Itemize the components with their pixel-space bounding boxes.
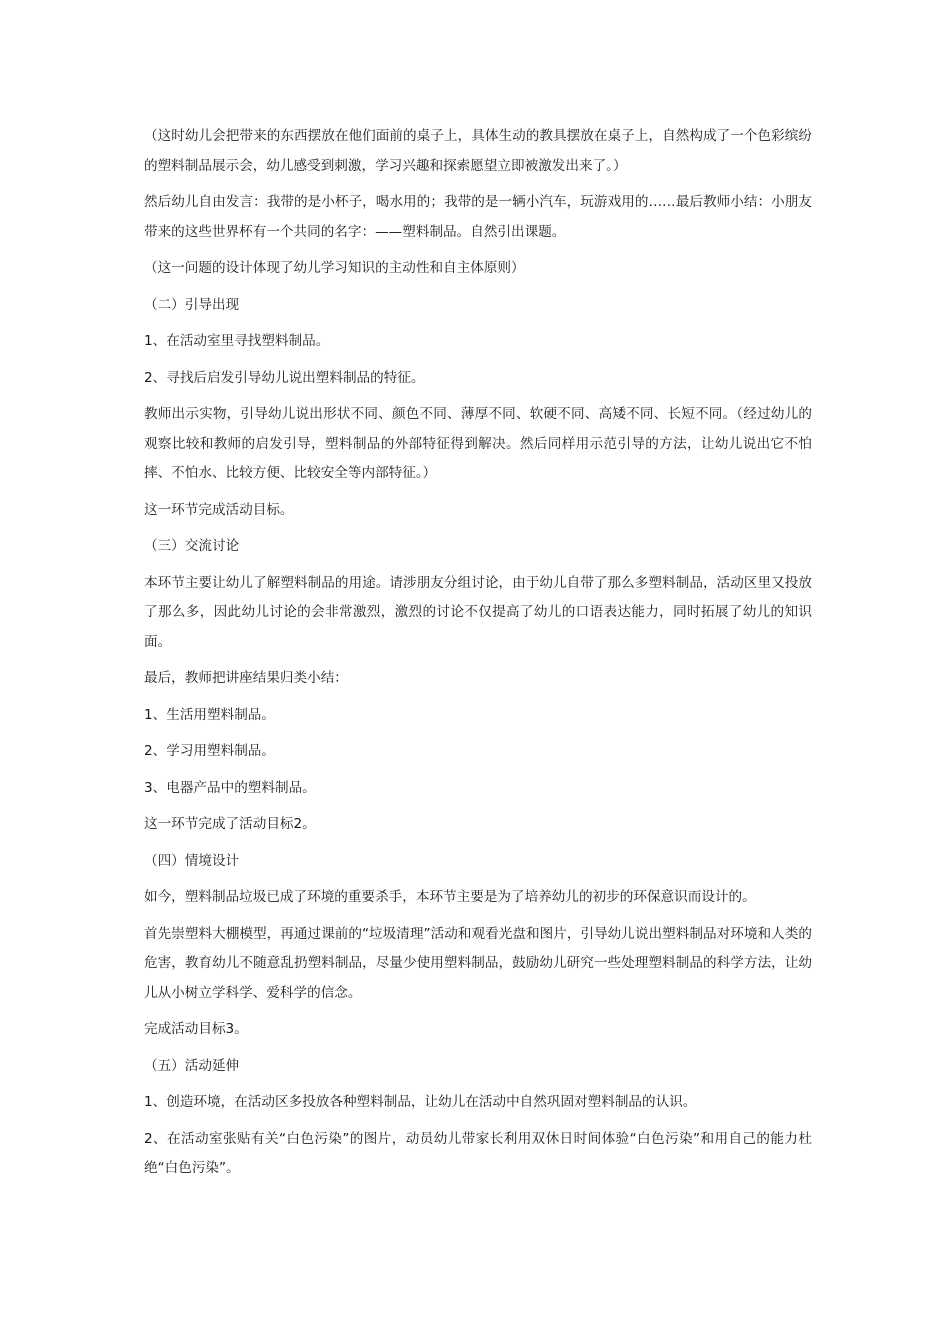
paragraph-design-note: （这一问题的设计体现了幼儿学习知识的主动性和自主体原则） — [144, 260, 525, 276]
list-item: 3、电器产品中的塑料制品。 — [144, 779, 316, 796]
list-item: 1、在活动室里寻找塑料制品。 — [144, 333, 330, 349]
section-heading-3: （三）交流讨论 — [144, 538, 240, 554]
list-item: 2、在活动室张贴有关“白色污染”的图片，动员幼儿带家长利用双休日时间体验“白色污染”和用自己的能力杜绝“白色污染”。 — [144, 1130, 812, 1176]
list-item: 2、寻找后启发引导幼儿说出塑料制品的特征。 — [144, 369, 425, 386]
section-heading-2: （二）引导出现 — [144, 296, 240, 313]
section-heading-4: （四）情境设计 — [144, 852, 240, 869]
section-heading-5: （五）活动延伸 — [144, 1057, 240, 1074]
paragraph-goal-2: 这一环节完成了活动目标2。 — [144, 816, 316, 832]
list-item: 1、创造环境，在活动区多投放各种塑料制品，让幼儿在活动中自然巩固对塑料制品的认识。 — [144, 1094, 697, 1110]
paragraph-summary-intro: 最后，教师把讲座结果归类小结： — [144, 670, 348, 686]
paragraph-greenhouse-model: 首先崇塑料大棚模型，再通过课前的“垃圾清理”活动和观看光盘和图片，引导幼儿说出塑料制品对环境和人类的危害，教育幼儿不随意乱扔塑料制品，尽量少使用塑料制品，鼓励幼儿研究一些处理塑料制品的科学方法，让幼儿从小树立学科学、爱科学的信念。 — [144, 925, 812, 1001]
paragraph-intro-note: （这时幼儿会把带来的东西摆放在他们面前的桌子上，具体生动的教具摆放在桌子上，自然构成了一个色彩缤纷的塑料制品展示会，幼儿感受到刺激，学习兴趣和探索愿望立即被激发出来了。） — [144, 128, 812, 174]
document-body — [144, 122, 812, 1191]
paragraph-goal-complete: 这一环节完成活动目标。 — [144, 501, 294, 518]
paragraph-free-speech: 然后幼儿自由发言：我带的是小杯子，喝水用的；我带的是一辆小汽车，玩游戏用的……最后教师小结：小朋友带来的这些世界杯有一个共同的名字：——塑料制品。自然引出课题。 — [144, 194, 812, 240]
paragraph-environment: 如今，塑料制品垃圾已成了环境的重要杀手，本环节主要是为了培养幼儿的初步的环保意识而设计的。 — [144, 889, 756, 905]
paragraph-discussion: 本环节主要让幼儿了解塑料制品的用途。请涉朋友分组讨论，由于幼儿自带了那么多塑料制品，活动区里又投放了那么多，因此幼儿讨论的会非常激烈，激烈的讨论不仅提高了幼儿的口语表达能力，同时拓展了幼儿的知识面。 — [144, 574, 812, 650]
paragraph-goal-3: 完成活动目标3。 — [144, 1021, 248, 1037]
paragraph-teacher-demo: 教师出示实物，引导幼儿说出形状不同、颜色不同、薄厚不同、软硬不同、高矮不同、长短不同。（经过幼儿的观察比较和教师的启发引导，塑料制品的外部特征得到解决。然后同样用示范引导的方法，让幼儿说出它不怕摔、不怕水、比较方便、比较安全等内部特征。） — [144, 406, 812, 481]
list-item: 2、学习用塑料制品。 — [144, 743, 275, 759]
list-item: 1、生活用塑料制品。 — [144, 706, 275, 723]
